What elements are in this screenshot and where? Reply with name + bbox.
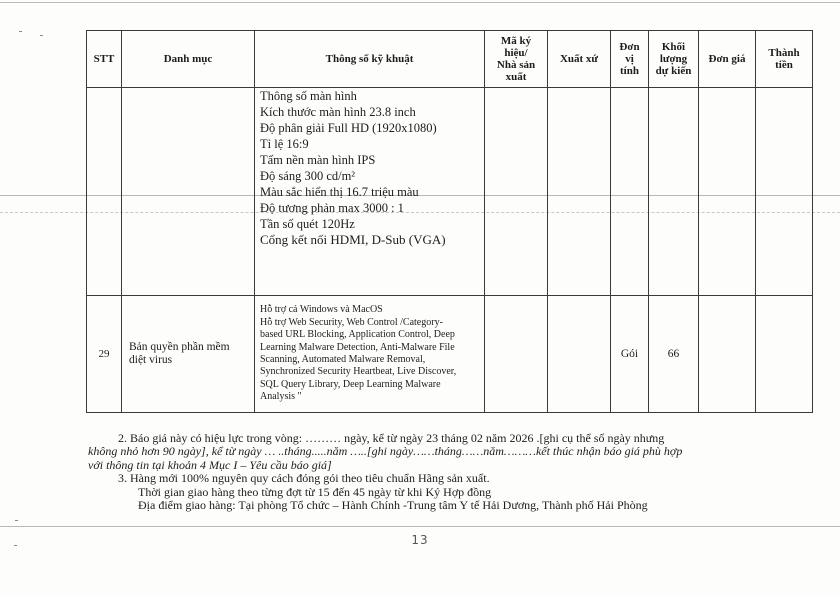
- header-don-vi: Đơn vị tính: [611, 31, 649, 88]
- cell-monitor-specs: [255, 88, 485, 296]
- cell-don-vi-29: Gói: [611, 296, 649, 413]
- note-2-line-2: không nhỏ hơn 90 ngày], kể từ ngày … ..tháng.....năm …..[ghi ngày……tháng……năm………kết thúc nhận báo giá phù hợp: [88, 444, 683, 459]
- spec-line: based URL Blocking, Application Control, Deep: [260, 329, 455, 341]
- spec-line: Thông số màn hình: [260, 89, 357, 103]
- cell-empty: [548, 88, 611, 296]
- scan-speck: [19, 31, 22, 32]
- spec-line: Kích thước màn hình 23.8 inch: [260, 105, 416, 119]
- cell-specs-29: [255, 296, 485, 413]
- scan-line-bottom: [0, 526, 840, 527]
- cell-danh-muc-29: Bản quyền phần mềm diệt virus: [122, 296, 255, 413]
- cell-danh-muc-empty: [122, 88, 255, 296]
- header-thanh-tien: Thành tiền: [756, 31, 813, 88]
- spec-line: Analysis ": [260, 391, 302, 403]
- spec-line: SQL Query Library, Deep Learning Malware: [260, 378, 441, 390]
- cell-empty: [699, 296, 756, 413]
- spec-line: Hỗ trợ cả Windows và MacOS: [260, 304, 383, 316]
- cell-khoi-luong-29: 66: [649, 296, 699, 413]
- cell-empty: [756, 296, 813, 413]
- note-2-line-1: 2. Báo giá này có hiệu lực trong vòng: ……… ngày, kể từ ngày 23 tháng 02 năm 2026 .[ghi cụ thể số ngày nhưng: [118, 431, 665, 445]
- spec-line: Cổng kết nối HDMI, D-Sub (VGA): [260, 232, 446, 247]
- scan-speck: [40, 35, 43, 36]
- spec-table: [86, 30, 813, 413]
- spec-line: Scanning, Automated Malware Removal,: [260, 354, 426, 365]
- note-2-line-3: với thông tin tại khoản 4 Mục I – Yêu cầu báo giá]: [88, 457, 332, 472]
- header-stt: STT: [87, 31, 122, 88]
- cell-empty: [756, 88, 813, 296]
- spec-line: Độ phân giải Full HD (1920x1080): [260, 121, 437, 135]
- cell-empty: [485, 88, 548, 296]
- cell-empty: [649, 88, 699, 296]
- spec-line: Màu sắc hiển thị 16.7 triệu màu: [260, 185, 419, 199]
- cell-stt-empty: [87, 88, 122, 296]
- cell-empty: [699, 88, 756, 296]
- spec-line: Synchronized Security Heartbeat, Live Discover,: [260, 366, 457, 378]
- spec-line: Hỗ trợ Web Security, Web Control /Category-: [260, 316, 443, 328]
- spec-line: Tấm nền màn hình IPS: [260, 153, 376, 167]
- spec-line: Độ tương phản max 3000 : 1: [260, 201, 404, 215]
- header-ma-ky-hieu: Mã ký hiệu/ Nhà sản xuất: [485, 31, 548, 88]
- header-danh-muc: Danh mục: [122, 31, 255, 88]
- header-thong-so: Thông số kỹ khuật: [255, 31, 485, 88]
- cell-stt-29: 29: [87, 296, 122, 413]
- header-khoi-luong: Khối lượng dự kiến: [649, 31, 699, 88]
- delivery-place: Địa điểm giao hàng: Tại phòng Tổ chức – Hành Chính -Trung tâm Y tế Hải Dương, Thành phố Hải Phòng: [138, 498, 648, 513]
- cell-empty: [548, 296, 611, 413]
- scan-line-top: [0, 2, 840, 3]
- table-row-29: [87, 296, 813, 413]
- table-header-row: [87, 31, 813, 88]
- note-3: 3. Hàng mới 100% nguyên quy cách đóng gói theo tiêu chuẩn Hãng sản xuất.: [118, 471, 490, 486]
- cell-empty: [611, 88, 649, 296]
- delivery-time: Thời gian giao hàng theo từng đợt từ 15 đến 45 ngày từ khi Ký Hợp đồng: [138, 484, 492, 499]
- notes-section: [88, 432, 798, 512]
- spec-line: Learning Malware Detection, Anti-Malware File: [260, 341, 455, 353]
- scan-speck: [15, 520, 18, 521]
- spec-line: Tần số quét 120Hz: [260, 217, 355, 231]
- spec-line: Tỉ lệ 16:9: [260, 137, 309, 151]
- page-number: 13: [411, 533, 429, 547]
- header-don-gia: Đơn giá: [699, 31, 756, 88]
- table-row-monitor: [87, 88, 813, 296]
- header-xuat-xu: Xuất xứ: [548, 31, 611, 88]
- cell-empty: [485, 296, 548, 413]
- spec-line: Độ sáng 300 cd/m²: [260, 169, 356, 183]
